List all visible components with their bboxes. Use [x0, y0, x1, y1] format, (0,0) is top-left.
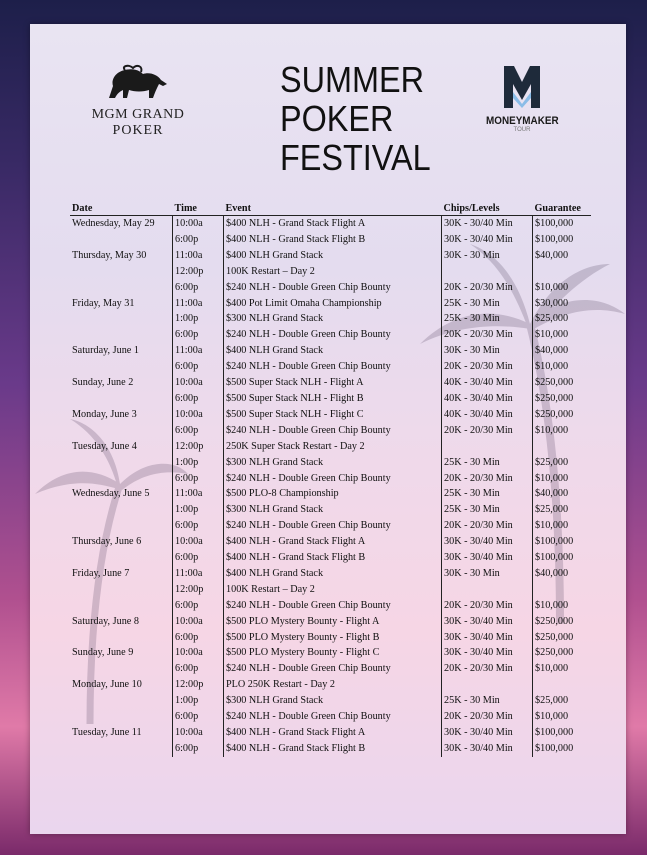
cell-chips: 30K - 30/40 Min	[442, 630, 533, 646]
cell-date: Saturday, June 8	[72, 615, 139, 627]
mgm-line2: POKER	[112, 123, 164, 138]
cell-event: $240 NLH - Double Green Chip Bounty	[224, 280, 442, 296]
col-header-date: Date	[70, 202, 173, 216]
cell-time: 1:00p	[173, 502, 224, 518]
table-row	[70, 550, 591, 566]
title-line-3: FESTIVAL	[280, 137, 431, 178]
cell-event: $500 PLO Mystery Bounty - Flight C	[224, 645, 442, 661]
table-row	[70, 741, 591, 757]
cell-event: $240 NLH - Double Green Chip Bounty	[224, 423, 442, 439]
cell-event: $400 NLH Grand Stack	[224, 566, 442, 582]
cell-chips	[442, 264, 533, 280]
table-row	[70, 661, 591, 677]
cell-date: Tuesday, June 4	[72, 440, 137, 452]
cell-date: Monday, June 3	[72, 408, 137, 420]
cell-date	[70, 550, 173, 566]
cell-time: 10:00a	[173, 725, 224, 741]
cell-guarantee: $10,000	[533, 598, 592, 614]
cell-date: Monday, June 10	[72, 679, 142, 691]
cell-guarantee: $100,000	[533, 216, 592, 232]
cell-chips: 30K - 30/40 Min	[442, 645, 533, 661]
col-header-chips: Chips/Levels	[442, 202, 533, 216]
cell-time: 11:00a	[173, 296, 224, 312]
cell-guarantee: $25,000	[533, 455, 592, 471]
cell-event: PLO 250K Restart - Day 2	[224, 677, 442, 693]
table-row	[70, 232, 591, 248]
cell-time: 1:00p	[173, 311, 224, 327]
cell-time: 11:00a	[173, 486, 224, 502]
cell-chips: 30K - 30 Min	[442, 343, 533, 359]
cell-date	[70, 471, 173, 487]
cell-time: 6:00p	[173, 280, 224, 296]
table-row	[70, 327, 591, 343]
cell-event: $300 NLH Grand Stack	[224, 693, 442, 709]
cell-chips: 30K - 30/40 Min	[442, 725, 533, 741]
cell-chips	[442, 677, 533, 693]
cell-time: 11:00a	[173, 248, 224, 264]
cell-chips: 25K - 30 Min	[442, 693, 533, 709]
cell-date: Tuesday, June 11	[72, 727, 142, 738]
table-row	[70, 407, 591, 423]
cell-guarantee: $250,000	[533, 630, 592, 646]
cell-chips: 40K - 30/40 Min	[442, 391, 533, 407]
cell-time: 12:00p	[173, 582, 224, 598]
table-row	[70, 216, 591, 232]
cell-event: $240 NLH - Double Green Chip Bounty	[224, 518, 442, 534]
schedule-sheet	[30, 24, 626, 834]
cell-time: 1:00p	[173, 455, 224, 471]
cell-date	[70, 502, 173, 518]
col-header-event: Event	[224, 202, 442, 216]
table-row	[70, 391, 591, 407]
cell-event: 100K Restart – Day 2	[224, 264, 442, 280]
cell-chips: 40K - 30/40 Min	[442, 375, 533, 391]
cell-guarantee	[533, 439, 592, 455]
cell-chips: 30K - 30/40 Min	[442, 550, 533, 566]
table-row	[70, 359, 591, 375]
cell-time: 6:00p	[173, 741, 224, 757]
cell-date: Sunday, June 9	[72, 647, 134, 659]
cell-chips: 20K - 20/30 Min	[442, 423, 533, 439]
cell-date: Saturday, June 1	[72, 345, 139, 357]
cell-chips: 20K - 20/30 Min	[442, 327, 533, 343]
table-row	[70, 502, 591, 518]
cell-time: 10:00a	[173, 534, 224, 550]
cell-chips: 20K - 20/30 Min	[442, 598, 533, 614]
cell-event: 100K Restart – Day 2	[224, 582, 442, 598]
cell-chips: 20K - 20/30 Min	[442, 518, 533, 534]
cell-guarantee: $250,000	[533, 407, 592, 423]
cell-time: 10:00a	[173, 645, 224, 661]
table-row	[70, 455, 591, 471]
cell-date	[70, 327, 173, 343]
table-row	[70, 280, 591, 296]
cell-time: 12:00p	[173, 264, 224, 280]
table-row	[70, 614, 591, 630]
cell-date: Thursday, May 30	[72, 249, 147, 261]
cell-date	[70, 582, 173, 598]
cell-time: 6:00p	[173, 423, 224, 439]
table-row	[70, 296, 591, 312]
cell-guarantee: $10,000	[533, 359, 592, 375]
cell-chips	[442, 439, 533, 455]
cell-date	[70, 518, 173, 534]
cell-time: 10:00a	[173, 216, 224, 232]
mgm-grand-poker-logo	[78, 64, 198, 139]
cell-date	[70, 630, 173, 646]
cell-chips: 30K - 30 Min	[442, 248, 533, 264]
cell-time: 12:00p	[173, 439, 224, 455]
table-row	[70, 630, 591, 646]
cell-date	[70, 598, 173, 614]
cell-event: $400 NLH - Grand Stack Flight A	[224, 534, 442, 550]
cell-guarantee: $40,000	[533, 343, 592, 359]
cell-event: $240 NLH - Double Green Chip Bounty	[224, 598, 442, 614]
mgm-line1: MGM GRAND	[91, 107, 185, 122]
cell-guarantee: $40,000	[533, 566, 592, 582]
cell-guarantee: $100,000	[533, 725, 592, 741]
table-row	[70, 677, 591, 693]
table-row	[70, 264, 591, 280]
cell-date	[70, 280, 173, 296]
cell-date: Friday, May 31	[72, 297, 135, 309]
moneymaker-tour-logo	[482, 62, 562, 133]
table-row	[70, 598, 591, 614]
table-row	[70, 518, 591, 534]
cell-event: $400 Pot Limit Omaha Championship	[224, 296, 442, 312]
cell-guarantee: $10,000	[533, 709, 592, 725]
cell-date: Thursday, June 6	[72, 536, 142, 548]
table-row	[70, 423, 591, 439]
cell-event: $400 NLH - Grand Stack Flight A	[224, 216, 442, 232]
cell-date	[70, 311, 173, 327]
cell-chips: 25K - 30 Min	[442, 455, 533, 471]
table-row	[70, 311, 591, 327]
table-row	[70, 439, 591, 455]
cell-event: 250K Super Stack Restart - Day 2	[224, 439, 442, 455]
col-header-time: Time	[173, 202, 224, 216]
cell-date	[70, 455, 173, 471]
table-header-row	[70, 202, 591, 216]
cell-time: 6:00p	[173, 598, 224, 614]
cell-event: $400 NLH Grand Stack	[224, 248, 442, 264]
cell-time: 6:00p	[173, 518, 224, 534]
cell-chips: 20K - 20/30 Min	[442, 661, 533, 677]
cell-time: 6:00p	[173, 661, 224, 677]
cell-guarantee: $25,000	[533, 693, 592, 709]
header	[30, 24, 626, 214]
moneymaker-m-icon	[500, 62, 544, 110]
cell-chips: 40K - 30/40 Min	[442, 407, 533, 423]
moneymaker-tour: TOUR	[513, 127, 531, 133]
cell-chips: 25K - 30 Min	[442, 311, 533, 327]
cell-time: 6:00p	[173, 232, 224, 248]
cell-time: 1:00p	[173, 693, 224, 709]
cell-chips: 30K - 30/40 Min	[442, 614, 533, 630]
cell-date	[70, 741, 173, 757]
cell-chips: 30K - 30/40 Min	[442, 534, 533, 550]
table-row	[70, 566, 591, 582]
cell-date	[70, 391, 173, 407]
cell-chips: 30K - 30/40 Min	[442, 741, 533, 757]
cell-guarantee: $250,000	[533, 614, 592, 630]
cell-guarantee: $40,000	[533, 486, 592, 502]
cell-chips: 25K - 30 Min	[442, 296, 533, 312]
table-row	[70, 645, 591, 661]
table-row	[70, 471, 591, 487]
moneymaker-name: MONEYMAKER	[486, 115, 559, 127]
cell-guarantee: $100,000	[533, 232, 592, 248]
cell-chips: 30K - 30/40 Min	[442, 232, 533, 248]
cell-event: $400 NLH - Grand Stack Flight B	[224, 741, 442, 757]
table-row	[70, 709, 591, 725]
schedule-table	[70, 202, 591, 757]
cell-guarantee: $100,000	[533, 534, 592, 550]
cell-chips: 25K - 30 Min	[442, 502, 533, 518]
cell-guarantee: $100,000	[533, 741, 592, 757]
table-body	[70, 216, 591, 757]
cell-time: 6:00p	[173, 630, 224, 646]
cell-guarantee: $250,000	[533, 391, 592, 407]
table-row	[70, 486, 591, 502]
cell-guarantee	[533, 264, 592, 280]
cell-guarantee: $250,000	[533, 375, 592, 391]
cell-guarantee: $250,000	[533, 645, 592, 661]
cell-time: 6:00p	[173, 709, 224, 725]
cell-event: $240 NLH - Double Green Chip Bounty	[224, 661, 442, 677]
cell-date	[70, 232, 173, 248]
cell-date	[70, 709, 173, 725]
cell-guarantee: $25,000	[533, 502, 592, 518]
cell-event: $300 NLH Grand Stack	[224, 455, 442, 471]
cell-event: $400 NLH Grand Stack	[224, 343, 442, 359]
col-header-guarantee: Guarantee	[533, 202, 592, 216]
cell-time: 12:00p	[173, 677, 224, 693]
title-line-2: POKER	[280, 98, 394, 139]
cell-event: $500 Super Stack NLH - Flight B	[224, 391, 442, 407]
table-row	[70, 582, 591, 598]
table-row	[70, 534, 591, 550]
cell-time: 10:00a	[173, 614, 224, 630]
cell-time: 6:00p	[173, 359, 224, 375]
cell-event: $500 Super Stack NLH - Flight C	[224, 407, 442, 423]
cell-guarantee: $40,000	[533, 248, 592, 264]
cell-guarantee: $10,000	[533, 471, 592, 487]
cell-time: 6:00p	[173, 327, 224, 343]
cell-event: $240 NLH - Double Green Chip Bounty	[224, 327, 442, 343]
cell-time: 6:00p	[173, 550, 224, 566]
cell-event: $300 NLH Grand Stack	[224, 502, 442, 518]
cell-chips: 30K - 30/40 Min	[442, 216, 533, 232]
table-row	[70, 248, 591, 264]
cell-event: $500 PLO Mystery Bounty - Flight B	[224, 630, 442, 646]
cell-chips: 20K - 20/30 Min	[442, 359, 533, 375]
cell-guarantee: $25,000	[533, 311, 592, 327]
cell-time: 10:00a	[173, 407, 224, 423]
lion-icon	[103, 64, 173, 100]
cell-guarantee: $10,000	[533, 327, 592, 343]
cell-date	[70, 423, 173, 439]
cell-time: 11:00a	[173, 566, 224, 582]
cell-guarantee: $100,000	[533, 550, 592, 566]
cell-chips	[442, 582, 533, 598]
cell-date: Friday, June 7	[72, 567, 130, 579]
cell-chips: 20K - 20/30 Min	[442, 709, 533, 725]
cell-date	[70, 693, 173, 709]
cell-event: $400 NLH - Grand Stack Flight A	[224, 725, 442, 741]
cell-date	[70, 264, 173, 280]
cell-guarantee: $10,000	[533, 423, 592, 439]
cell-date	[70, 359, 173, 375]
cell-guarantee	[533, 677, 592, 693]
cell-chips: 20K - 20/30 Min	[442, 471, 533, 487]
cell-guarantee: $30,000	[533, 296, 592, 312]
cell-event: $500 PLO-8 Championship	[224, 486, 442, 502]
title-line-1: SUMMER	[280, 59, 424, 100]
cell-event: $240 NLH - Double Green Chip Bounty	[224, 359, 442, 375]
cell-event: $400 NLH - Grand Stack Flight B	[224, 550, 442, 566]
cell-guarantee	[533, 582, 592, 598]
cell-chips: 25K - 30 Min	[442, 486, 533, 502]
cell-time: 6:00p	[173, 391, 224, 407]
table-row	[70, 343, 591, 359]
cell-date: Wednesday, May 29	[72, 218, 155, 229]
cell-chips: 30K - 30 Min	[442, 566, 533, 582]
cell-event: $400 NLH - Grand Stack Flight B	[224, 232, 442, 248]
cell-time: 6:00p	[173, 471, 224, 487]
cell-event: $500 PLO Mystery Bounty - Flight A	[224, 614, 442, 630]
cell-event: $500 Super Stack NLH - Flight A	[224, 375, 442, 391]
cell-chips: 20K - 20/30 Min	[442, 280, 533, 296]
table-row	[70, 693, 591, 709]
page-title	[280, 60, 431, 177]
table-row	[70, 725, 591, 741]
cell-guarantee: $10,000	[533, 280, 592, 296]
cell-time: 10:00a	[173, 375, 224, 391]
table-row	[70, 375, 591, 391]
cell-date: Sunday, June 2	[72, 377, 134, 389]
cell-time: 11:00a	[173, 343, 224, 359]
cell-event: $240 NLH - Double Green Chip Bounty	[224, 471, 442, 487]
cell-event: $240 NLH - Double Green Chip Bounty	[224, 709, 442, 725]
cell-date	[70, 661, 173, 677]
cell-event: $300 NLH Grand Stack	[224, 311, 442, 327]
cell-guarantee: $10,000	[533, 661, 592, 677]
cell-guarantee: $10,000	[533, 518, 592, 534]
cell-date: Wednesday, June 5	[72, 488, 150, 500]
